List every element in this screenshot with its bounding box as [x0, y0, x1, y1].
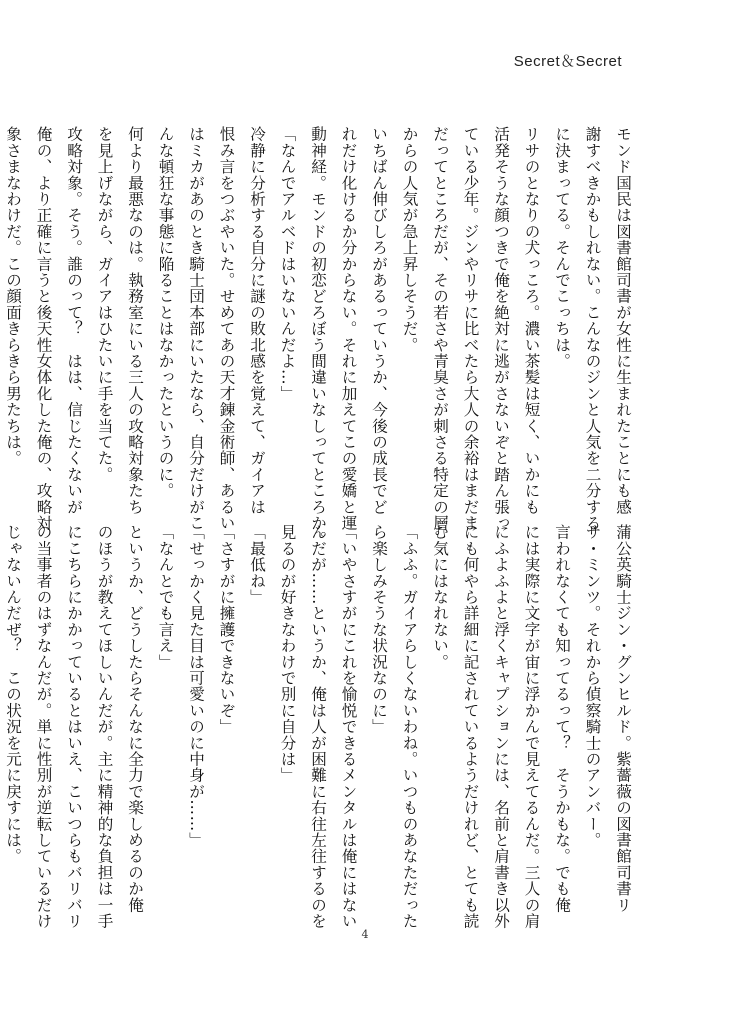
text-line: のほうが教えてほしいんだが。主に精神的な負担は一手: [95, 524, 114, 929]
text-line: 「ふふ。ガイアらしくないわね。いつものあなただった: [400, 524, 419, 929]
text-line: いちばん伸びしろがあるっていうか、今後の成長でど: [370, 126, 388, 515]
text-line: 俺の、より正確に言うと後天性女体化した俺の、攻略対: [34, 126, 53, 531]
text-line: には実際に文字が宙に浮かんで見えてるんだ。三人の肩: [522, 524, 541, 929]
text-line: ら楽しみそうな状況なのに」: [370, 524, 388, 735]
text-line: にも何やら詳細に記されているようだけれど、とても読: [461, 524, 480, 929]
text-line: にこちらにかかっているとはいえ、こいつらもバリバリ: [65, 524, 83, 929]
page-number: 4: [361, 928, 369, 941]
text-line: の当事者のはずなんだが。単に性別が逆転しているだけ: [34, 524, 53, 929]
text-line: はミカがあのとき騎士団本部にいたなら、自分だけがこ: [187, 126, 205, 531]
text-line: 象さまなわけだ。この顔面きらきら男たちは。: [4, 126, 22, 467]
text-line: 「いやさすがにこれを愉悦できるメンタルは俺にはない: [339, 524, 358, 929]
text-block-bottom: [4, 524, 638, 929]
text-line: 活発そうな顔つきで俺を絶対に逃がさないぞと踏ん張っ: [492, 126, 510, 531]
text-line: んな頓狂な事態に陥ることはなかったというのに。: [156, 126, 175, 499]
text-line: 言われなくても知ってるって？ そうかもな。でも俺: [553, 524, 571, 913]
text-line: れだけ化けるか分からない。それに加えてこの愛嬌と運: [339, 126, 358, 531]
text-line: 謝すべきかもしれない。こんなのジンと人気を二分する: [583, 126, 602, 531]
text-line: 「せっかく見た目は可愛いのに中身が……」: [187, 524, 205, 848]
running-header: Secret＆Secret: [513, 53, 622, 70]
text-line: にふよふよと浮くキャプションには、名前と肩書き以外: [492, 524, 510, 929]
text-line: リサのとなりの犬っころ。濃い茶髪は短く、いかにも: [522, 126, 541, 515]
text-line: んだが……というか、俺は人が困難に右往左往するのを: [309, 524, 327, 929]
text-line: む気にはなれない。: [431, 524, 449, 670]
text-line: からの人気が急上昇しそうだ。: [400, 126, 419, 353]
text-line: 蒲公英騎士ジン・グンヒルド。紫薔薇の図書館司書リ: [614, 524, 632, 913]
text-line: に決まってる。そんでこっちは。: [553, 126, 571, 369]
text-line: 攻略対象。そう。誰のって？ はは、信じたくないが: [65, 126, 83, 515]
text-line: 何より最悪なのは。執務室にいる三人の攻略対象たち: [126, 126, 144, 515]
text-line: 恨み言をつぶやいた。せめてあの天才錬金術師、あるい: [217, 126, 236, 531]
text-line: 「なんでアルベドはいないんだよ…」: [278, 126, 297, 402]
text-line: を見上げながら、ガイアはひたいに手を当てた。: [95, 126, 114, 483]
text-line: ている少年。ジンやリサに比べたら大人の余裕はまだま: [461, 126, 480, 531]
text-line: 見るのが好きなわけで別に自分は」: [278, 524, 297, 784]
text-line: モンド国民は図書館司書が女性に生まれたことにも感: [614, 126, 632, 515]
text-line: 動神経。モンドの初恋どろぼう間違いなしってところか。: [309, 126, 327, 548]
text-line: 「さすがに擁護できないぞ」: [217, 524, 236, 735]
text-line: じゃないんだぜ？ この状況を元に戻すには。: [4, 524, 22, 865]
text-line: だってところだが、その若さや青臭さが刺さる特定の層: [431, 126, 449, 531]
text-line: というか、どうしたらそんなに全力で楽しめるのか俺: [126, 524, 144, 913]
text-line: サ・ミンツ。それから偵察騎士のアンバー。: [583, 524, 602, 848]
text-line: 「なんとでも言え」: [156, 524, 175, 670]
text-line: 「最低ね」: [248, 524, 266, 605]
text-block-top: [4, 126, 638, 548]
text-line: 冷静に分析する自分に謎の敗北感を覚えて、ガイアは: [248, 126, 266, 515]
